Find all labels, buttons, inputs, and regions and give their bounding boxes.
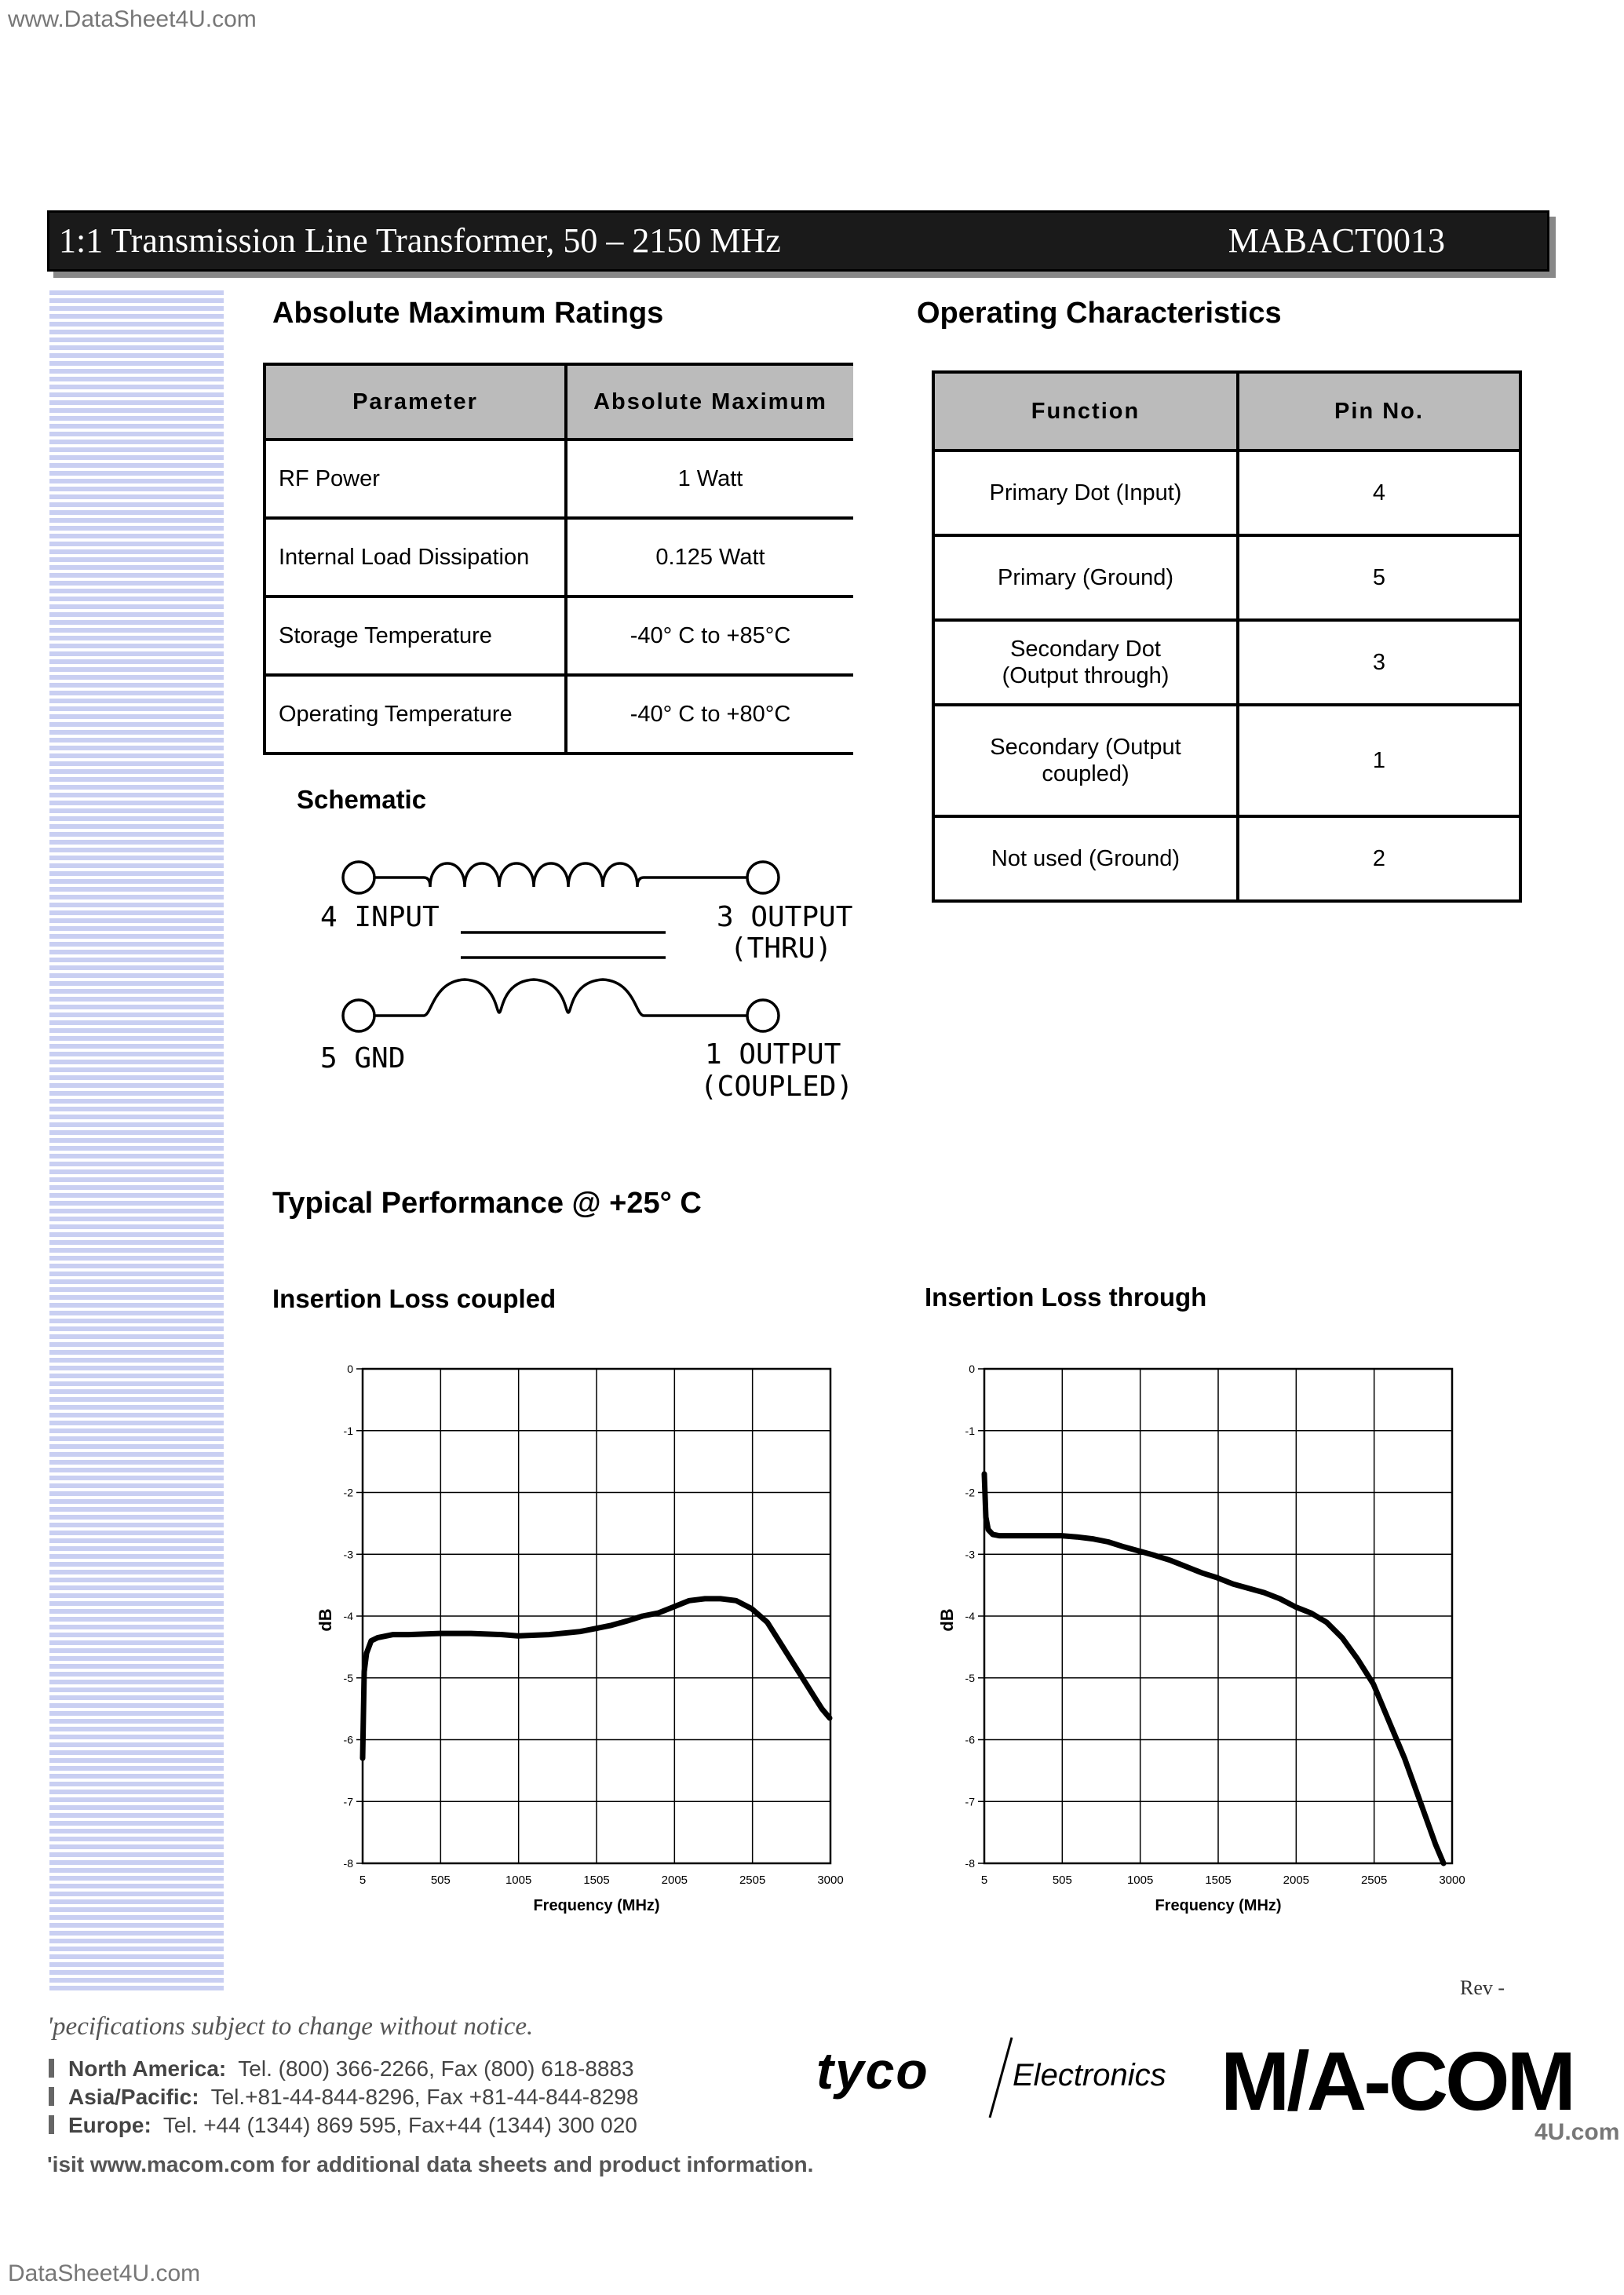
- logo-divider-slash: [985, 2034, 1016, 2121]
- table-cell: Primary (Ground): [933, 535, 1238, 620]
- bullet-bar: [49, 2115, 54, 2134]
- table-cell: Operating Temperature: [265, 675, 566, 753]
- contact-region: North America:: [68, 2056, 227, 2081]
- table-row: [265, 597, 853, 675]
- table-cell: 1 Watt: [566, 440, 853, 518]
- y-tick-label: -5: [965, 1671, 975, 1684]
- x-tick-label: 3000: [1439, 1874, 1465, 1887]
- watermark-top: www.DataSheet4U.com: [8, 6, 257, 32]
- macom-logo: M/A-COM: [1221, 2035, 1573, 2128]
- terminal-output-coupled: [747, 1000, 779, 1031]
- y-tick-label: -6: [343, 1733, 353, 1746]
- y-axis-label: dB: [937, 1608, 957, 1632]
- contact-details: Tel.+81-44-844-8296, Fax +81-44-844-8298: [210, 2085, 639, 2109]
- table-cell: -40° C to +80°C: [566, 675, 853, 753]
- label-coupled: (COUPLED): [700, 1071, 854, 1103]
- table-cell: Secondary (Output coupled): [933, 705, 1238, 816]
- table-cell: Primary Dot (Input): [933, 451, 1238, 535]
- x-tick-label: 2505: [739, 1874, 766, 1887]
- oc-table: [932, 370, 1522, 903]
- x-tick-label: 5: [980, 1874, 988, 1887]
- x-tick-label: 5: [359, 1874, 367, 1887]
- x-axis-label: Frequency (MHz): [1155, 1897, 1282, 1914]
- schematic-title: Schematic: [297, 785, 427, 814]
- label-output-coupled: 1 OUTPUT: [705, 1038, 841, 1071]
- contact-north-america: [49, 2056, 634, 2082]
- table-cell: -40° C to +85°C: [566, 597, 853, 675]
- table-row: [933, 451, 1520, 535]
- x-tick-label: 2505: [1360, 1874, 1388, 1887]
- contact-region: Asia/Pacific:: [68, 2085, 199, 2109]
- chart-title-through: Insertion Loss through: [925, 1282, 1207, 1312]
- x-tick-label: 2005: [1283, 1874, 1310, 1887]
- disclaimer: 'pecifications subject to change without notice.: [47, 2012, 534, 2041]
- contact-region: Europe:: [68, 2113, 151, 2137]
- schematic-diagram: [314, 840, 863, 1122]
- table-cell: RF Power: [265, 440, 566, 518]
- chart-insertion-loss-through: [928, 1350, 1465, 1914]
- y-tick-label: -2: [965, 1486, 975, 1499]
- y-tick-label: -7: [965, 1795, 975, 1808]
- x-axis-label: Frequency (MHz): [533, 1897, 660, 1914]
- table-cell: 1: [1238, 705, 1520, 816]
- x-tick-label: 3000: [817, 1874, 844, 1887]
- table-header-cell: Parameter: [265, 364, 566, 440]
- revision-label: Rev -: [1460, 1976, 1505, 1999]
- contact-details: Tel. (800) 366-2266, Fax (800) 618-8883: [238, 2056, 634, 2081]
- table-header-cell: Function: [933, 372, 1238, 451]
- electronics-logo-text: Electronics: [1013, 2058, 1166, 2092]
- header-banner: [47, 210, 1549, 272]
- document-title: 1:1 Transmission Line Transformer, 50 – 2150 MHz: [59, 221, 781, 260]
- y-tick-label: -1: [965, 1424, 975, 1437]
- y-tick-label: -3: [343, 1548, 353, 1561]
- y-tick-label: -8: [343, 1857, 353, 1870]
- watermark-fragment: 4U.com: [1535, 2119, 1620, 2145]
- table-header-cell: Absolute Maximum: [566, 364, 853, 440]
- terminal-output-thru: [747, 862, 779, 893]
- y-tick-label: -5: [343, 1671, 353, 1684]
- y-axis-label: dB: [316, 1608, 335, 1632]
- x-tick-label: 505: [430, 1874, 451, 1887]
- x-tick-label: 1005: [505, 1874, 532, 1887]
- table-row: [933, 705, 1520, 816]
- part-number: MABACT0013: [1228, 221, 1445, 260]
- performance-title: Typical Performance @ +25° C: [272, 1187, 702, 1220]
- contact-details: Tel. +44 (1344) 869 595, Fax+44 (1344) 300 020: [162, 2113, 637, 2137]
- chart-insertion-loss-coupled: [306, 1350, 844, 1914]
- table-row: [933, 816, 1520, 901]
- y-tick-label: -3: [965, 1548, 975, 1561]
- terminal-gnd: [343, 1000, 374, 1031]
- oc-title: Operating Characteristics: [917, 297, 1282, 330]
- x-tick-label: 2005: [661, 1874, 688, 1887]
- watermark-bottom: DataSheet4U.com: [8, 2260, 201, 2286]
- table-cell: 0.125 Watt: [566, 518, 853, 597]
- secondary-winding: [374, 980, 747, 1016]
- label-input: 4 INPUT: [320, 901, 440, 933]
- table-header-row: [265, 364, 853, 440]
- label-gnd: 5 GND: [320, 1042, 406, 1075]
- label-output-thru: 3 OUTPUT: [717, 901, 853, 933]
- x-tick-label: 1505: [1205, 1874, 1232, 1887]
- table-cell: Storage Temperature: [265, 597, 566, 675]
- amr-title: Absolute Maximum Ratings: [272, 297, 664, 330]
- table-cell: Not used (Ground): [933, 816, 1238, 901]
- y-tick-label: 0: [347, 1363, 353, 1375]
- y-tick-label: -4: [343, 1610, 353, 1622]
- table-cell: 3: [1238, 620, 1520, 705]
- contact-europe: [49, 2113, 637, 2138]
- y-tick-label: 0: [969, 1363, 975, 1375]
- bullet-bar: [49, 2059, 54, 2078]
- y-tick-label: -7: [343, 1795, 353, 1808]
- y-tick-label: -6: [965, 1733, 975, 1746]
- y-tick-label: -4: [965, 1610, 975, 1622]
- y-tick-label: -8: [965, 1857, 975, 1870]
- table-cell: 4: [1238, 451, 1520, 535]
- terminal-input: [343, 862, 374, 893]
- tyco-logo: tyco: [816, 2041, 929, 2100]
- visit-text: 'isit www.macom.com for additional data sheets and product information.: [47, 2152, 814, 2176]
- y-tick-label: -1: [343, 1424, 353, 1437]
- table-cell: 2: [1238, 816, 1520, 901]
- label-thru: (THRU): [730, 932, 833, 965]
- table-row: [933, 620, 1520, 705]
- table-row: [933, 535, 1520, 620]
- x-tick-label: 505: [1052, 1874, 1072, 1887]
- table-row: [265, 518, 853, 597]
- table-row: [265, 440, 853, 518]
- amr-table: [263, 363, 853, 755]
- table-header-cell: Pin No.: [1238, 372, 1520, 451]
- table-row: [265, 675, 853, 753]
- chart-title-coupled: Insertion Loss coupled: [272, 1284, 557, 1313]
- primary-winding: [374, 863, 747, 887]
- y-tick-label: -2: [343, 1486, 353, 1499]
- bullet-bar: [49, 2087, 54, 2106]
- decorative-side-stripe: [49, 290, 224, 1994]
- table-cell: 5: [1238, 535, 1520, 620]
- table-cell: Internal Load Dissipation: [265, 518, 566, 597]
- x-tick-label: 1505: [583, 1874, 610, 1887]
- x-tick-label: 1005: [1126, 1874, 1154, 1887]
- table-cell: Secondary Dot (Output through): [933, 620, 1238, 705]
- contact-asia-pacific: [49, 2085, 638, 2110]
- table-header-row: [933, 372, 1520, 451]
